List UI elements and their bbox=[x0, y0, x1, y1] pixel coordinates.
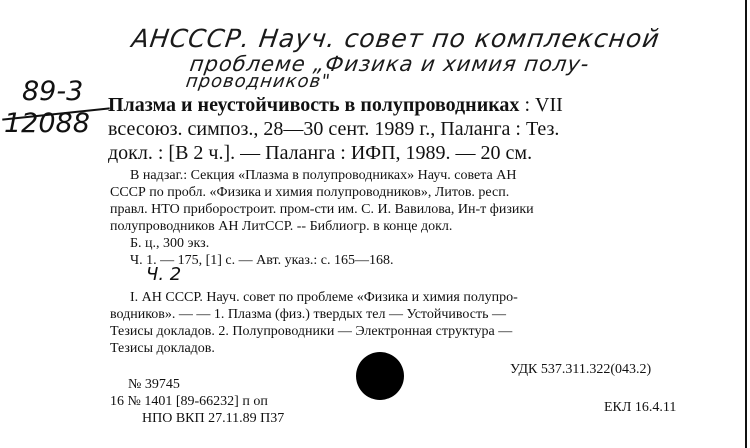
card-edge bbox=[745, 0, 747, 448]
title-line-3: докл. : [В 2 ч.]. — Паланга : ИФП, 1989. — 20 см. bbox=[108, 142, 533, 164]
tracing-line-4: Тезисы докладов. bbox=[110, 341, 215, 356]
tracing-line-3: Тезисы докладов. 2. Полупроводники — Электронная структура — bbox=[110, 324, 513, 339]
note-part-1: Ч. 1. — 175, [1] с. — Авт. указ.: с. 165—168. bbox=[130, 253, 394, 268]
title-bold: Плазма и неустойчивость в полупроводниках bbox=[108, 94, 520, 116]
call-number-top: 89-3 bbox=[22, 76, 84, 107]
title-rest: : VII bbox=[519, 94, 563, 116]
order-line: 16 № 1401 [89-66232] п оп bbox=[110, 394, 268, 409]
handwritten-line-1: АНСССР. Науч. совет по комплексной bbox=[129, 24, 662, 53]
udc-code: УДК 537.311.322(043.2) bbox=[510, 362, 652, 377]
call-number-bottom: 12088 bbox=[4, 108, 90, 139]
note-price: Б. ц., 300 экз. bbox=[130, 236, 210, 251]
note-line-1: В надзаг.: Секция «Плазма в полупроводниках» Науч. совета АН bbox=[130, 168, 517, 183]
note-line-4: полупроводников АН ЛитССР. -- Библиогр. в конце докл. bbox=[110, 219, 453, 234]
handwritten-line-2: проблеме „Физика и химия полу- bbox=[188, 52, 592, 76]
punch-hole bbox=[356, 352, 404, 400]
title-line-1 bbox=[108, 94, 563, 117]
card-number: № 39745 bbox=[128, 377, 180, 392]
ekl-code: ЕКЛ 16.4.11 bbox=[604, 400, 677, 415]
note-line-3: правл. НТО приборостроит. пром-сти им. С. И. Вавилова, Ин-т физики bbox=[110, 202, 534, 217]
handwritten-part-2: Ч. 2 bbox=[146, 264, 182, 285]
tracing-line-1: I. АН СССР. Науч. совет по проблеме «Физика и химия полупро- bbox=[130, 290, 518, 305]
title-line-2: всесоюз. симпоз., 28—30 сент. 1989 г., Паланга : Тез. bbox=[108, 118, 560, 140]
tracing-line-2: водников». — — 1. Плазма (физ.) твердых тел — Устойчивость — bbox=[110, 307, 506, 322]
npo-line: НПО ВКП 27.11.89 П37 bbox=[142, 411, 285, 426]
handwritten-line-3: проводников" bbox=[184, 71, 332, 92]
note-line-2: СССР по пробл. «Физика и химия полупроводников», Литов. респ. bbox=[110, 185, 510, 200]
